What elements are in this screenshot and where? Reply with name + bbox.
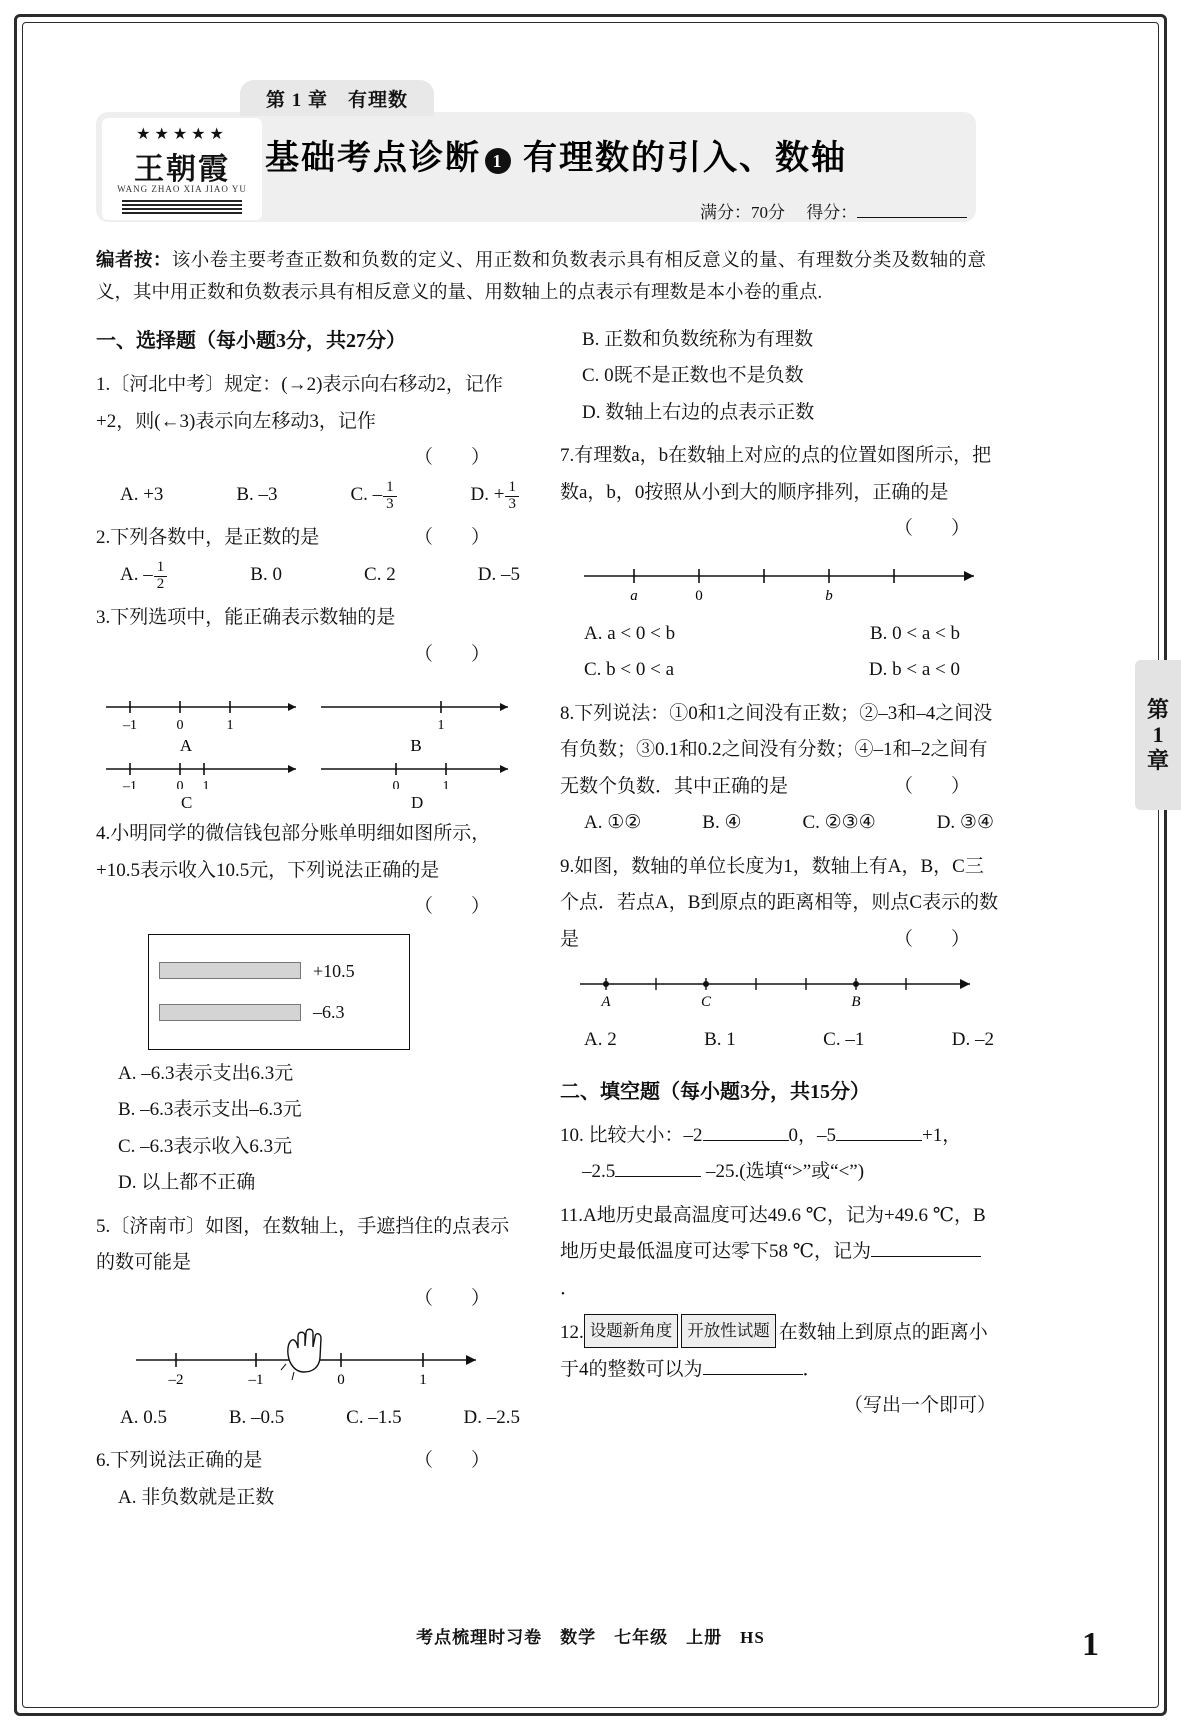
bill-value-2: –6.3 xyxy=(313,1002,345,1023)
question-10 xyxy=(560,1118,1000,1191)
q7-text: 有理数a，b在数轴上对应的点的位置如图所示，把数a，b，0按照从小到大的顺序排列，正确的是 xyxy=(560,445,992,503)
q8-option-d[interactable]: D. ③④ xyxy=(936,812,994,834)
q10-blank-1[interactable] xyxy=(703,1126,789,1141)
q10-number: 10. xyxy=(560,1124,584,1146)
svg-text:1: 1 xyxy=(442,779,450,790)
question-3 xyxy=(96,600,526,813)
q9-option-d[interactable]: D. –2 xyxy=(951,1029,994,1051)
q7-option-a[interactable]: A. a < 0 < b xyxy=(584,622,676,644)
q9-text: 如图，数轴的单位长度为1，数轴上有A，B，C三个点．若点A，B到原点的距离相等，则点C表示的数是 xyxy=(560,855,999,950)
q2-frac-a: $\frac{1}{2}$ xyxy=(154,560,168,593)
q11-number: 11. xyxy=(560,1204,584,1226)
svg-text:0: 0 xyxy=(392,779,400,790)
page-number: 1 xyxy=(1082,1626,1099,1663)
editor-note xyxy=(96,246,986,310)
bill-bar xyxy=(159,962,301,979)
question-9 xyxy=(560,849,1000,1059)
svg-text:0: 0 xyxy=(695,587,703,604)
q5-answer-paren[interactable]: （ ） xyxy=(413,1288,490,1310)
worksheet xyxy=(60,60,1121,1670)
q6-option-a[interactable]: A. 非负数就是正数 xyxy=(118,1486,275,1508)
svg-text:B: B xyxy=(410,736,422,756)
q8-answer-paren[interactable]: （ ） xyxy=(893,775,970,797)
q5-number: 5. xyxy=(96,1215,111,1237)
q1-frac-d: $\frac{1}{3}$ xyxy=(505,480,519,513)
svg-text:1: 1 xyxy=(437,718,445,734)
q12-note: （写出一个即可） xyxy=(843,1395,996,1417)
q3-text: 下列选项中，能正确表示数轴的是 xyxy=(110,607,396,629)
svg-text:1: 1 xyxy=(226,718,234,734)
q3-answer-paren[interactable]: （ ） xyxy=(413,643,490,665)
bookmark-line-3: 章 xyxy=(1146,747,1169,773)
svg-text:b: b xyxy=(825,587,833,604)
q1-answer-paren[interactable]: （ ） xyxy=(413,447,490,469)
q1-option-d[interactable]: D. + $\frac{1}{3}$ xyxy=(471,477,520,513)
question-5 xyxy=(96,1209,526,1437)
bill-bar xyxy=(159,1004,301,1021)
q3-label-c: C xyxy=(181,793,193,813)
q12-tag-open-question: 开放性试题 xyxy=(681,1314,776,1348)
q12-text: 在数轴上到原点的距离小于4的整数可以为 xyxy=(560,1322,988,1380)
q7-number-line-figure xyxy=(574,552,994,614)
logo-stars: ★★★★★ xyxy=(136,126,228,143)
q9-option-b[interactable]: B. 1 xyxy=(704,1029,736,1051)
question-1 xyxy=(96,367,526,513)
q11-blank[interactable] xyxy=(871,1242,981,1257)
title-text: 基础考点诊断 xyxy=(265,140,481,177)
q9-number: 9. xyxy=(560,855,575,877)
title-subtitle: 有理数的引入、数轴 xyxy=(523,140,847,177)
q2-option-c[interactable]: C. 2 xyxy=(364,563,396,585)
q12-blank[interactable] xyxy=(703,1360,803,1375)
q7-options-row1 xyxy=(560,616,1000,652)
q9-option-c[interactable]: C. –1 xyxy=(823,1029,865,1051)
right-column xyxy=(560,322,1000,1425)
q4-option-a[interactable]: A. –6.3表示支出6.3元 xyxy=(118,1062,294,1084)
q4-answer-paren[interactable]: （ ） xyxy=(413,896,490,918)
q1-option-a[interactable]: A. +3 xyxy=(120,483,164,505)
q9-options xyxy=(560,1022,1000,1058)
q1-text: 规定：(→2)表示向右移动2，记作+2，则(←3)表示向左移动3，记作 xyxy=(96,374,503,432)
q10-text-c: +1， xyxy=(922,1124,962,1146)
q1-frac-c: $\frac{1}{3}$ xyxy=(383,480,397,513)
q5-option-d[interactable]: D. –2.5 xyxy=(463,1406,520,1428)
editor-note-text: 该小卷主要考查正数和负数的定义、用正数和负数表示具有相反意义的量、有理数分类及数轴的意义，其中用正数和负数表示具有相反意义的量、用数轴上的点表示有理数是本小卷的重点. xyxy=(96,251,986,303)
chapter-tab: 第 1 章 有理数 xyxy=(240,80,434,116)
q8-number: 8. xyxy=(560,702,575,724)
q8-option-c[interactable]: C. ②③④ xyxy=(802,812,876,834)
logo-bars xyxy=(122,200,242,214)
q2-option-a[interactable]: A. – $\frac{1}{2}$ xyxy=(120,557,168,593)
q5-text: 如图，在数轴上，手遮挡住的点表示的数可能是 xyxy=(96,1215,510,1273)
page-title xyxy=(265,130,847,179)
q10-text-a: 比较大小：–2 xyxy=(588,1124,703,1146)
svg-text:A: A xyxy=(601,994,611,1011)
q10-text-b: 0，–5 xyxy=(788,1124,837,1146)
q8-text: 下列说法：①0和1之间没有正数；②–3和–4之间没有负数；③0.1和0.2之间没有分数；④–1和–2之间有无数个负数．其中正确的是 xyxy=(560,702,993,797)
left-column xyxy=(96,322,526,1516)
question-4 xyxy=(96,816,526,1201)
footer-text: 考点梳理时习卷 数学 七年级 上册 HS xyxy=(416,1628,765,1647)
svg-text:A: A xyxy=(179,736,193,756)
svg-text:B: B xyxy=(851,994,861,1011)
q8-options xyxy=(560,805,1000,841)
svg-text:C: C xyxy=(700,994,712,1011)
q10-line2 xyxy=(560,1154,1000,1190)
q4-option-c[interactable]: C. –6.3表示收入6.3元 xyxy=(118,1135,293,1157)
q12-tail: ． xyxy=(802,1358,822,1380)
score-full: 满分：70分 xyxy=(700,203,785,222)
q6-option-d[interactable]: D. 数轴上右边的点表示正数 xyxy=(582,401,815,423)
svg-text:0: 0 xyxy=(337,1371,345,1388)
bill-row xyxy=(159,995,399,1030)
q5-options xyxy=(96,1400,526,1436)
q8-option-b[interactable]: B. ④ xyxy=(702,812,742,834)
q5-number-line-figure xyxy=(126,1322,526,1398)
q4-option-b[interactable]: B. –6.3表示支出–6.3元 xyxy=(118,1099,302,1121)
q7-option-b[interactable]: B. 0 < a < b xyxy=(869,622,960,644)
bookmark-line-2: 1 xyxy=(1152,722,1164,748)
q2-number: 2. xyxy=(96,527,111,549)
q10-text-d: –2.5 xyxy=(582,1161,616,1183)
score-blank[interactable] xyxy=(857,202,967,218)
q5-source-tag: 〔济南市〕 xyxy=(110,1215,206,1237)
svg-text:–1: –1 xyxy=(123,718,137,734)
q2-option-b[interactable]: B. 0 xyxy=(250,563,282,585)
q7-option-c[interactable]: C. b < 0 < a xyxy=(584,659,675,681)
q4-number: 4. xyxy=(96,823,111,845)
svg-text:0: 0 xyxy=(176,779,184,790)
score-line xyxy=(700,198,967,223)
svg-text:–1: –1 xyxy=(248,1371,264,1388)
q7-options-row2 xyxy=(560,652,1000,688)
q11-text: A地历史最高温度可达49.6 ℃，记为+49.6 ℃，B地历史最低温度可达零下58 ℃，记为 xyxy=(560,1204,986,1263)
q1-option-b[interactable]: B. –3 xyxy=(236,483,278,505)
q7-number: 7. xyxy=(560,445,575,467)
section-fill-heading: 二、填空题（每小题3分，共15分） xyxy=(560,1080,870,1103)
q10-blank-3[interactable] xyxy=(615,1162,701,1177)
svg-text:a: a xyxy=(630,587,638,604)
wechat-bill-figure xyxy=(148,934,410,1050)
q6-answer-paren[interactable]: （ ） xyxy=(413,1450,490,1472)
q10-blank-2[interactable] xyxy=(836,1126,922,1141)
question-8 xyxy=(560,696,1000,842)
q6-option-c[interactable]: C. 0既不是正数也不是负数 xyxy=(582,365,804,387)
q6-number: 6. xyxy=(96,1450,111,1472)
q1-options xyxy=(96,477,526,513)
svg-text:0: 0 xyxy=(176,718,184,734)
q1-number: 1. xyxy=(96,374,111,396)
q2-answer-paren[interactable]: （ ） xyxy=(413,527,490,549)
bookmark-line-1: 第 xyxy=(1146,697,1169,723)
q4-text: 小明同学的微信钱包部分账单明细如图所示，+10.5表示收入10.5元，下列说法正确的是 xyxy=(96,823,491,881)
logo-title: 王朝霞 xyxy=(134,153,230,186)
q1-option-c[interactable]: C. – $\frac{1}{3}$ xyxy=(350,477,397,513)
svg-text:1: 1 xyxy=(202,779,210,790)
q9-number-line-figure xyxy=(570,962,990,1020)
chapter-bookmark xyxy=(1135,660,1181,810)
q11-tail: ． xyxy=(560,1277,580,1299)
editor-note-label: 编者按： xyxy=(96,251,172,271)
q9-option-a[interactable]: A. 2 xyxy=(584,1029,617,1051)
q2-options xyxy=(96,557,526,593)
q6-text: 下列说法正确的是 xyxy=(110,1450,263,1472)
q7-answer-paren[interactable]: （ ） xyxy=(893,518,970,540)
svg-text:1: 1 xyxy=(419,1371,427,1388)
svg-text:–2: –2 xyxy=(168,1371,184,1388)
question-6 xyxy=(96,1443,526,1516)
q4-option-d[interactable]: D. 以上都不正确 xyxy=(118,1172,256,1194)
q12-number: 12. xyxy=(560,1322,584,1344)
q3-number: 3. xyxy=(96,607,111,629)
logo-subtitle: WANG ZHAO XIA JIAO YU xyxy=(117,184,247,194)
q3-number-line-figure xyxy=(96,677,516,789)
q5-option-b[interactable]: B. –0.5 xyxy=(228,1406,285,1428)
question-11 xyxy=(560,1198,1000,1307)
svg-text:–1: –1 xyxy=(123,779,137,790)
question-7 xyxy=(560,438,1000,688)
bill-row xyxy=(159,954,399,989)
question-2 xyxy=(96,520,526,593)
q2-option-d[interactable]: D. –5 xyxy=(477,563,520,585)
q1-source-tag: 〔河北中考〕 xyxy=(110,374,225,396)
q5-option-a[interactable]: A. 0.5 xyxy=(120,1406,167,1428)
publisher-logo xyxy=(102,118,262,220)
q5-option-c[interactable]: C. –1.5 xyxy=(346,1406,402,1428)
q3-label-d: D xyxy=(411,793,424,813)
q6-option-b[interactable]: B. 正数和负数统称为有理数 xyxy=(582,329,814,350)
q12-tag-new-angle: 设题新角度 xyxy=(584,1314,679,1348)
q2-text: 下列各数中，是正数的是 xyxy=(110,527,320,549)
q7-option-d[interactable]: D. b < a < 0 xyxy=(868,659,960,681)
q8-option-a[interactable]: A. ①② xyxy=(584,812,642,834)
title-number: 1 xyxy=(485,148,511,174)
section-choice-heading: 一、选择题（每小题3分，共27分） xyxy=(96,330,406,352)
score-get-label: 得分： xyxy=(806,203,858,222)
q9-answer-paren[interactable]: （ ） xyxy=(893,928,970,950)
q10-text-e: –25.(选填“>”或“<”) xyxy=(706,1161,865,1183)
bill-value-1: +10.5 xyxy=(313,960,355,981)
question-12 xyxy=(560,1314,1000,1424)
